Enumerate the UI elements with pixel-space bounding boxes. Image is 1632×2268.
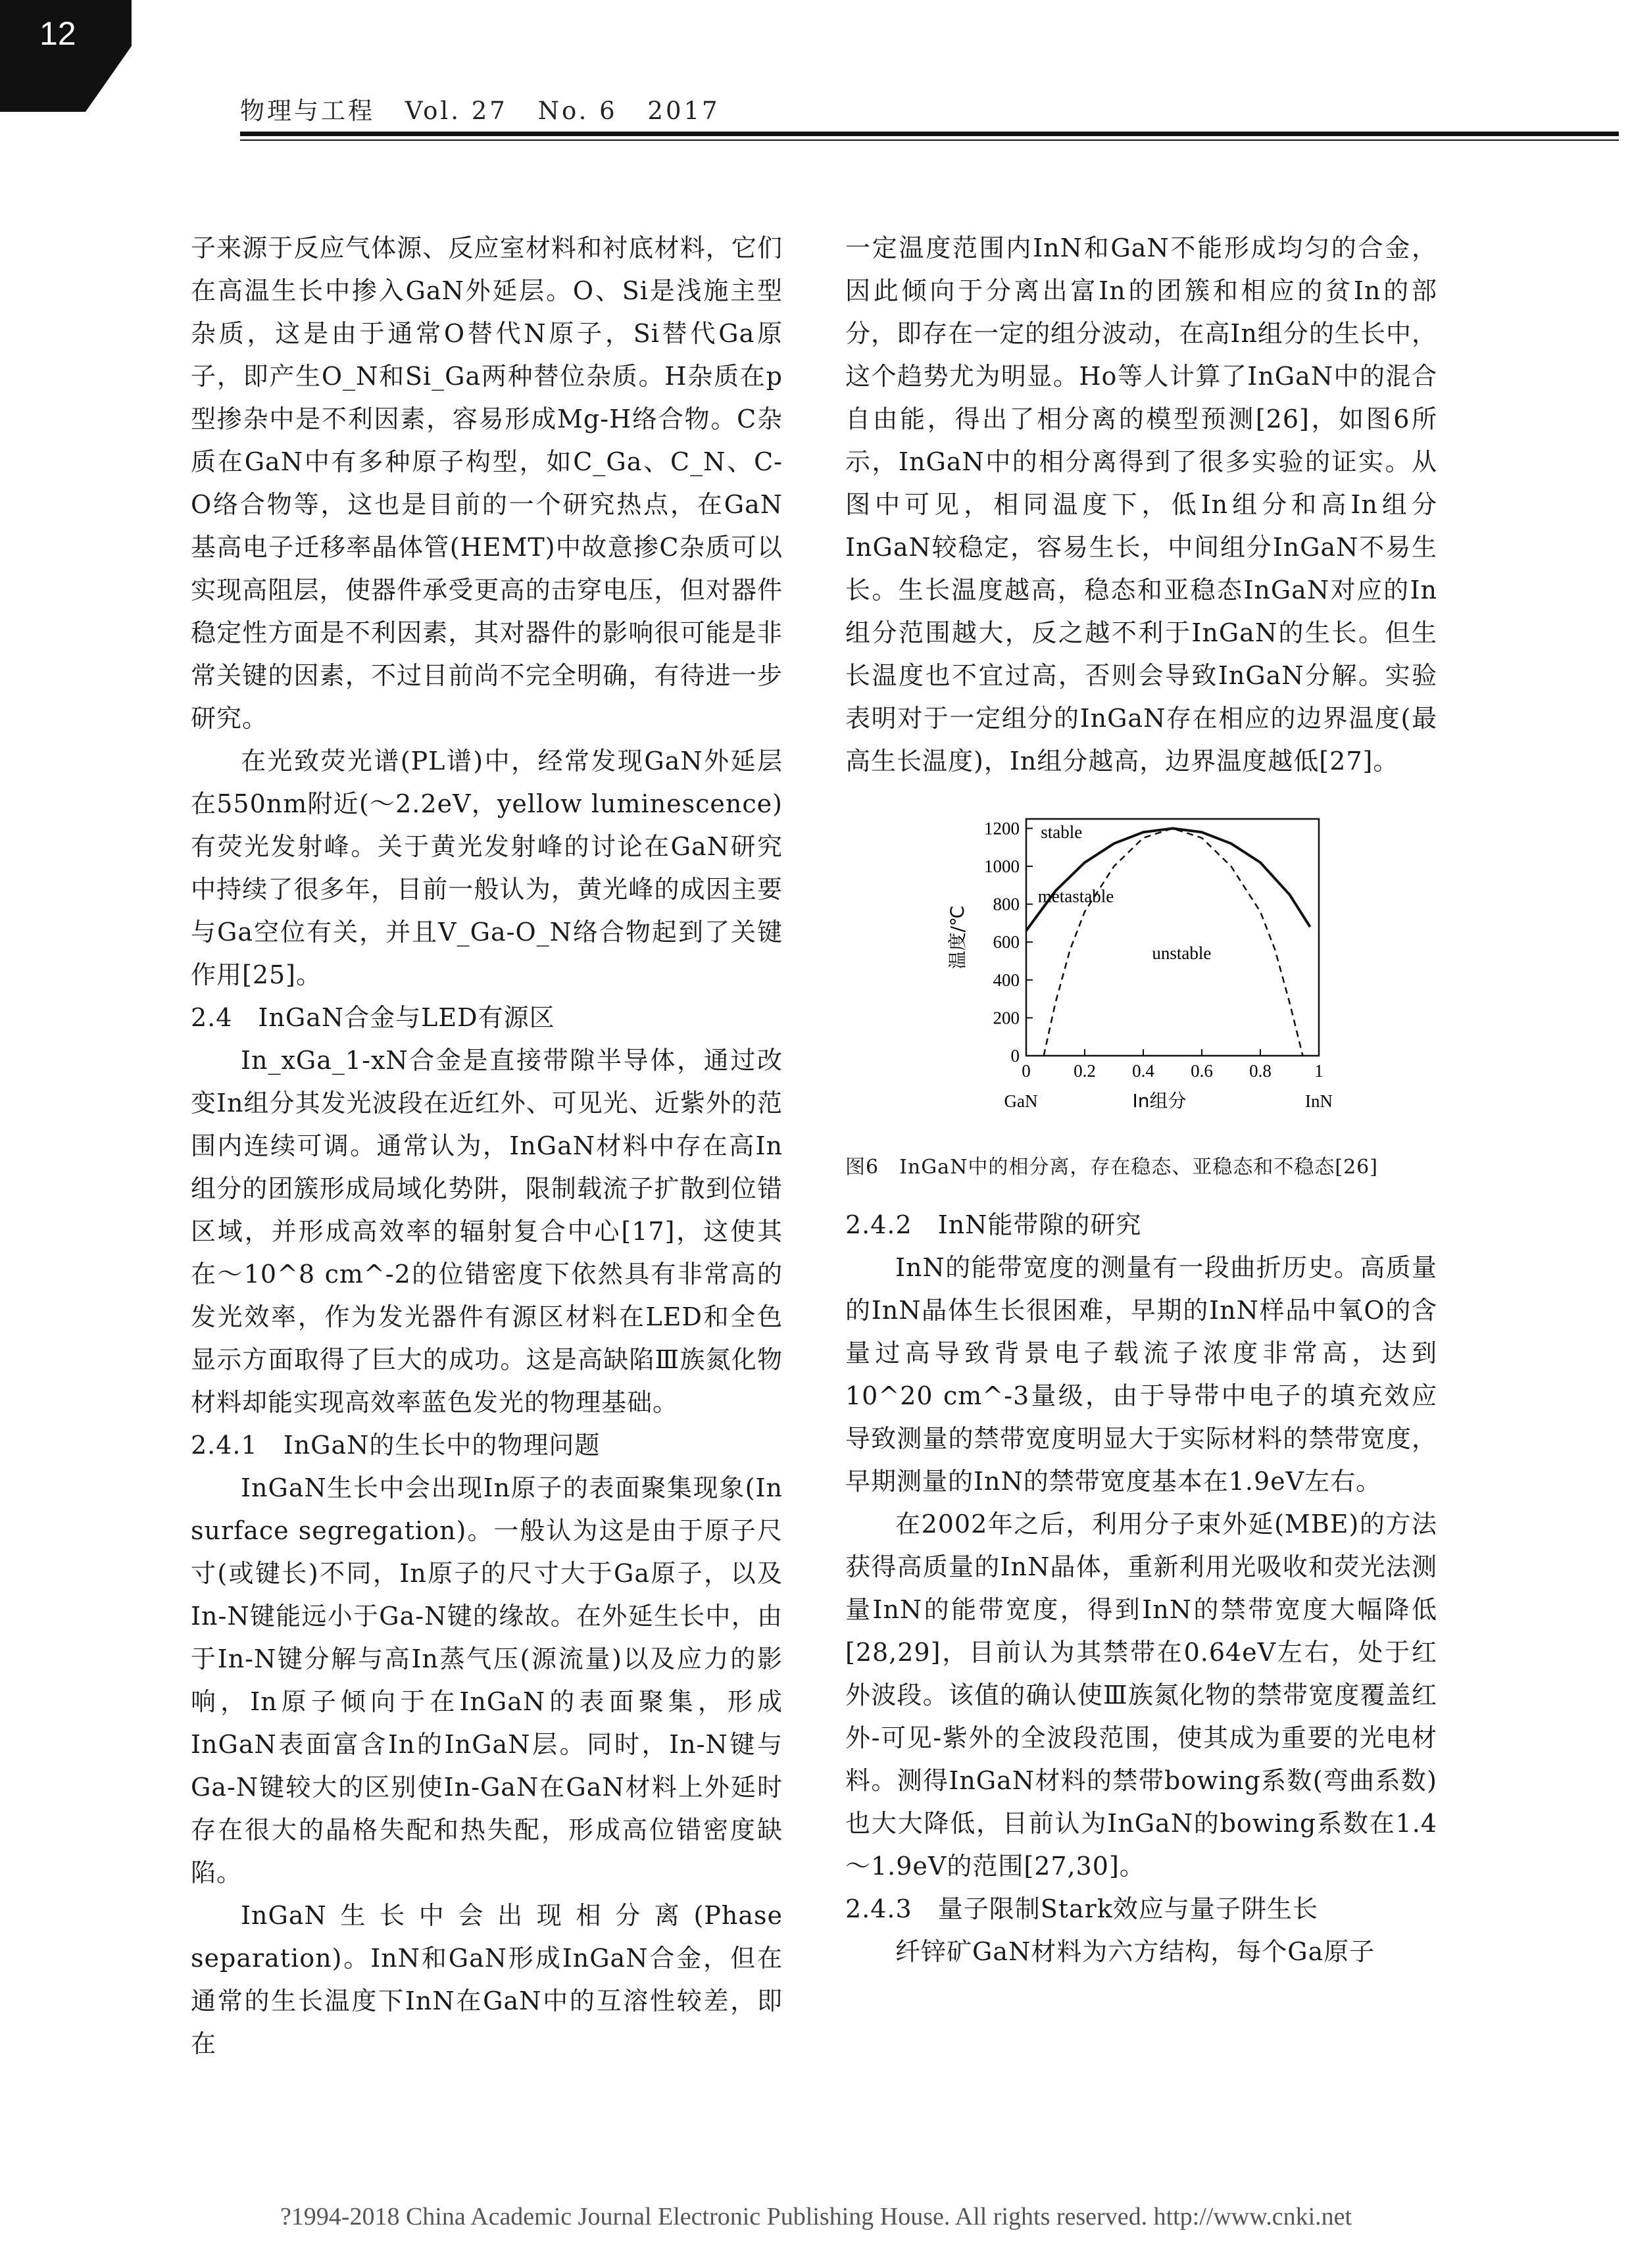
figure-caption: 图6 InGaN中的相分离，存在稳态、亚稳态和不稳态[26] xyxy=(845,1156,1378,1179)
x-tick-label: 1 xyxy=(1314,1061,1323,1081)
right-paragraph-1: 一定温度范围内InN和GaN不能形成均匀的合金，因此倾向于分离出富In的团簇和相应的贫In的部分，即存在一定的组分波动，在高In组分的生长中，这个趋势尤为明显。Ho等人计算了InGaN中的混合自由能，得出了相分离的模型预测[26]，如图6所示，InGaN中的相分离得到了很多实验的证实。从图中可见，相同温度下，低In组分和高In组分InGaN较稳定，容易生长，中间组分InGaN不易生长。生长温度越高，稳态和亚稳态InGaN对应的In组分范围越大，反之越不利于InGaN的生长。但生长温度也不宜过高，否则会导致InGaN分解。实验表明对于一定组分的InGaN存在相应的边界温度(最高生长温度)，In组分越高，边界温度越低[27]。 xyxy=(845,234,1437,776)
right-column xyxy=(845,227,1437,1973)
section-heading-2-4-3: 2.4.3 量子限制Stark效应与量子阱生长 xyxy=(845,1894,1318,1923)
x-tick-label: 0.8 xyxy=(1249,1061,1272,1081)
annotation-unstable: unstable xyxy=(1152,943,1212,964)
section-heading-2-4-1: 2.4.1 InGaN的生长中的物理问题 xyxy=(191,1431,601,1460)
right-paragraph-4: 纤锌矿GaN材料为六方结构，每个Ga原子 xyxy=(895,1937,1375,1966)
figure-6 xyxy=(845,796,1437,1151)
page-number: 12 xyxy=(39,15,76,52)
x-end-label-gan: GaN xyxy=(1004,1091,1038,1111)
section-heading-2-4: 2.4 InGaN合金与LED有源区 xyxy=(191,1003,555,1032)
binodal-curve xyxy=(1026,828,1310,931)
x-tick-label: 0 xyxy=(1022,1061,1031,1081)
y-tick-label: 800 xyxy=(993,894,1020,914)
right-paragraph-3: 在2002年之后，利用分子束外延(MBE)的方法获得高质量的InN晶体，重新利用光吸收和荧光法测量InN的能带宽度，得到InN的禁带宽度大幅降低[28,29]，目前认为其禁带在0.64eV左右，处于红外波段。该值的确认使Ⅲ族氮化物的禁带宽度覆盖红外-可见-紫外的全波段范围，使其成为重要的光电材料。测得InGaN材料的禁带bowing系数(弯曲系数)也大大降低，目前认为InGaN的bowing系数在1.4～1.9eV的范围[27,30]。 xyxy=(845,1510,1437,1881)
x-tick-label: 0.6 xyxy=(1191,1061,1213,1081)
x-axis-title: In组分 xyxy=(1132,1090,1187,1112)
y-tick-label: 0 xyxy=(1010,1046,1020,1066)
header-rule-thin xyxy=(240,139,1619,141)
y-tick-label: 400 xyxy=(993,970,1020,990)
y-tick-label: 1200 xyxy=(984,818,1020,839)
left-paragraph-5: InGaN生长中会出现相分离(Phase separation)。InN和GaN形成InGaN合金，但在通常的生长温度下InN在GaN中的互溶性较差，即在 xyxy=(191,1901,783,2058)
y-axis-title: 温度/℃ xyxy=(947,905,968,970)
x-end-label-inn: InN xyxy=(1305,1091,1333,1111)
running-header xyxy=(240,91,740,126)
left-paragraph-1: 子来源于反应气体源、反应室材料和衬底材料，它们在高温生长中掺入GaN外延层。O、Si是浅施主型杂质，这是由于通常O替代N原子，Si替代Ga原子，即产生O_N和Si_Ga两种替位杂质。H杂质在p型掺杂中是不利因素，容易形成Mg-H络合物。C杂质在GaN中有多种原子构型，如C_Ga、C_N、C-O络合物等，这也是目前的一个研究热点，在GaN基高电子迁移率晶体管(HEMT)中故意掺C杂质可以实现高阻层，使器件承受更高的击穿电压，但对器件稳定性方面是不利因素，其对器件的影响很可能是非常关键的因素，不过目前尚不完全明确，有待进一步研究。 xyxy=(191,234,783,733)
left-paragraph-4: InGaN生长中会出现In原子的表面聚集现象(In surface segregation)。一般认为这是由于原子尺寸(或键长)不同，In原子的尺寸大于Ga原子，以及In-N键能远小于Ga-N键的缘故。在外延生长中，由于In-N键分解与高In蒸气压(源流量)以及应力的影响，In原子倾向于在InGaN的表面聚集，形成InGaN表面富含In的InGaN层。同时，In-N键与Ga-N键较大的区别使In-GaN在GaN材料上外延时存在很大的晶格失配和热失配，形成高位错密度缺陷。 xyxy=(191,1473,783,1887)
spinodal-curve xyxy=(1044,828,1303,1056)
plot-frame xyxy=(1026,819,1319,1056)
left-column xyxy=(191,227,783,2065)
x-tick-label: 0.4 xyxy=(1132,1061,1154,1081)
header-rule-thick xyxy=(240,132,1619,136)
y-tick-label: 1000 xyxy=(984,856,1020,876)
journal-year: 2017 xyxy=(647,97,720,125)
journal-name: 物理与工程 xyxy=(240,97,375,125)
left-paragraph-2: 在光致荧光谱(PL谱)中，经常发现GaN外延层在550nm附近(～2.2eV，yellow luminescence)有荧光发射峰。关于黄光发射峰的讨论在GaN研究中持续了很多年，目前一般认为，黄光峰的成因主要与Ga空位有关，并且V_Ga-O_N络合物起到了关键作用[25]。 xyxy=(191,747,783,989)
annotation-metastable: metastable xyxy=(1037,886,1114,906)
journal-issue: No. 6 xyxy=(537,97,618,125)
left-paragraph-3: In_xGa_1-xN合金是直接带隙半导体，通过改变In组分其发光波段在近红外、可见光、近紫外的范围内连续可调。通常认为，InGaN材料中存在高In组分的团簇形成局域化势阱，限制载流子扩散到位错区域，并形成高效率的辐射复合中心[17]，这使其在～10^8 cm^-2的位错密度下依然具有非常高的发光效率，作为发光器件有源区材料在LED和全色显示方面取得了巨大的成功。这是高缺陷Ⅲ族氮化物材料却能实现高效率蓝色发光的物理基础。 xyxy=(191,1046,783,1417)
copyright-footer: ?1994-2018 China Academic Journal Electronic Publishing House. All rights reserved. http://www.cnki.net xyxy=(280,2203,1352,2231)
journal-volume: Vol. 27 xyxy=(405,97,508,125)
section-heading-2-4-2: 2.4.2 InN能带隙的研究 xyxy=(845,1210,1142,1239)
annotation-stable: stable xyxy=(1041,822,1083,842)
y-tick-label: 600 xyxy=(993,932,1020,952)
phase-separation-chart xyxy=(845,796,1437,1151)
right-paragraph-2: InN的能带宽度的测量有一段曲折历史。高质量的InN晶体生长很困难，早期的InN样品中氧O的含量过高导致背景电子载流子浓度非常高，达到10^20 cm^-3量级，由于导带中电子的填充效应导致测量的禁带宽度明显大于实际材料的禁带宽度，早期测量的InN的禁带宽度基本在1.9eV左右。 xyxy=(845,1253,1437,1496)
x-tick-label: 0.2 xyxy=(1074,1061,1096,1081)
y-tick-label: 200 xyxy=(993,1008,1020,1028)
page-number-box xyxy=(0,0,132,112)
